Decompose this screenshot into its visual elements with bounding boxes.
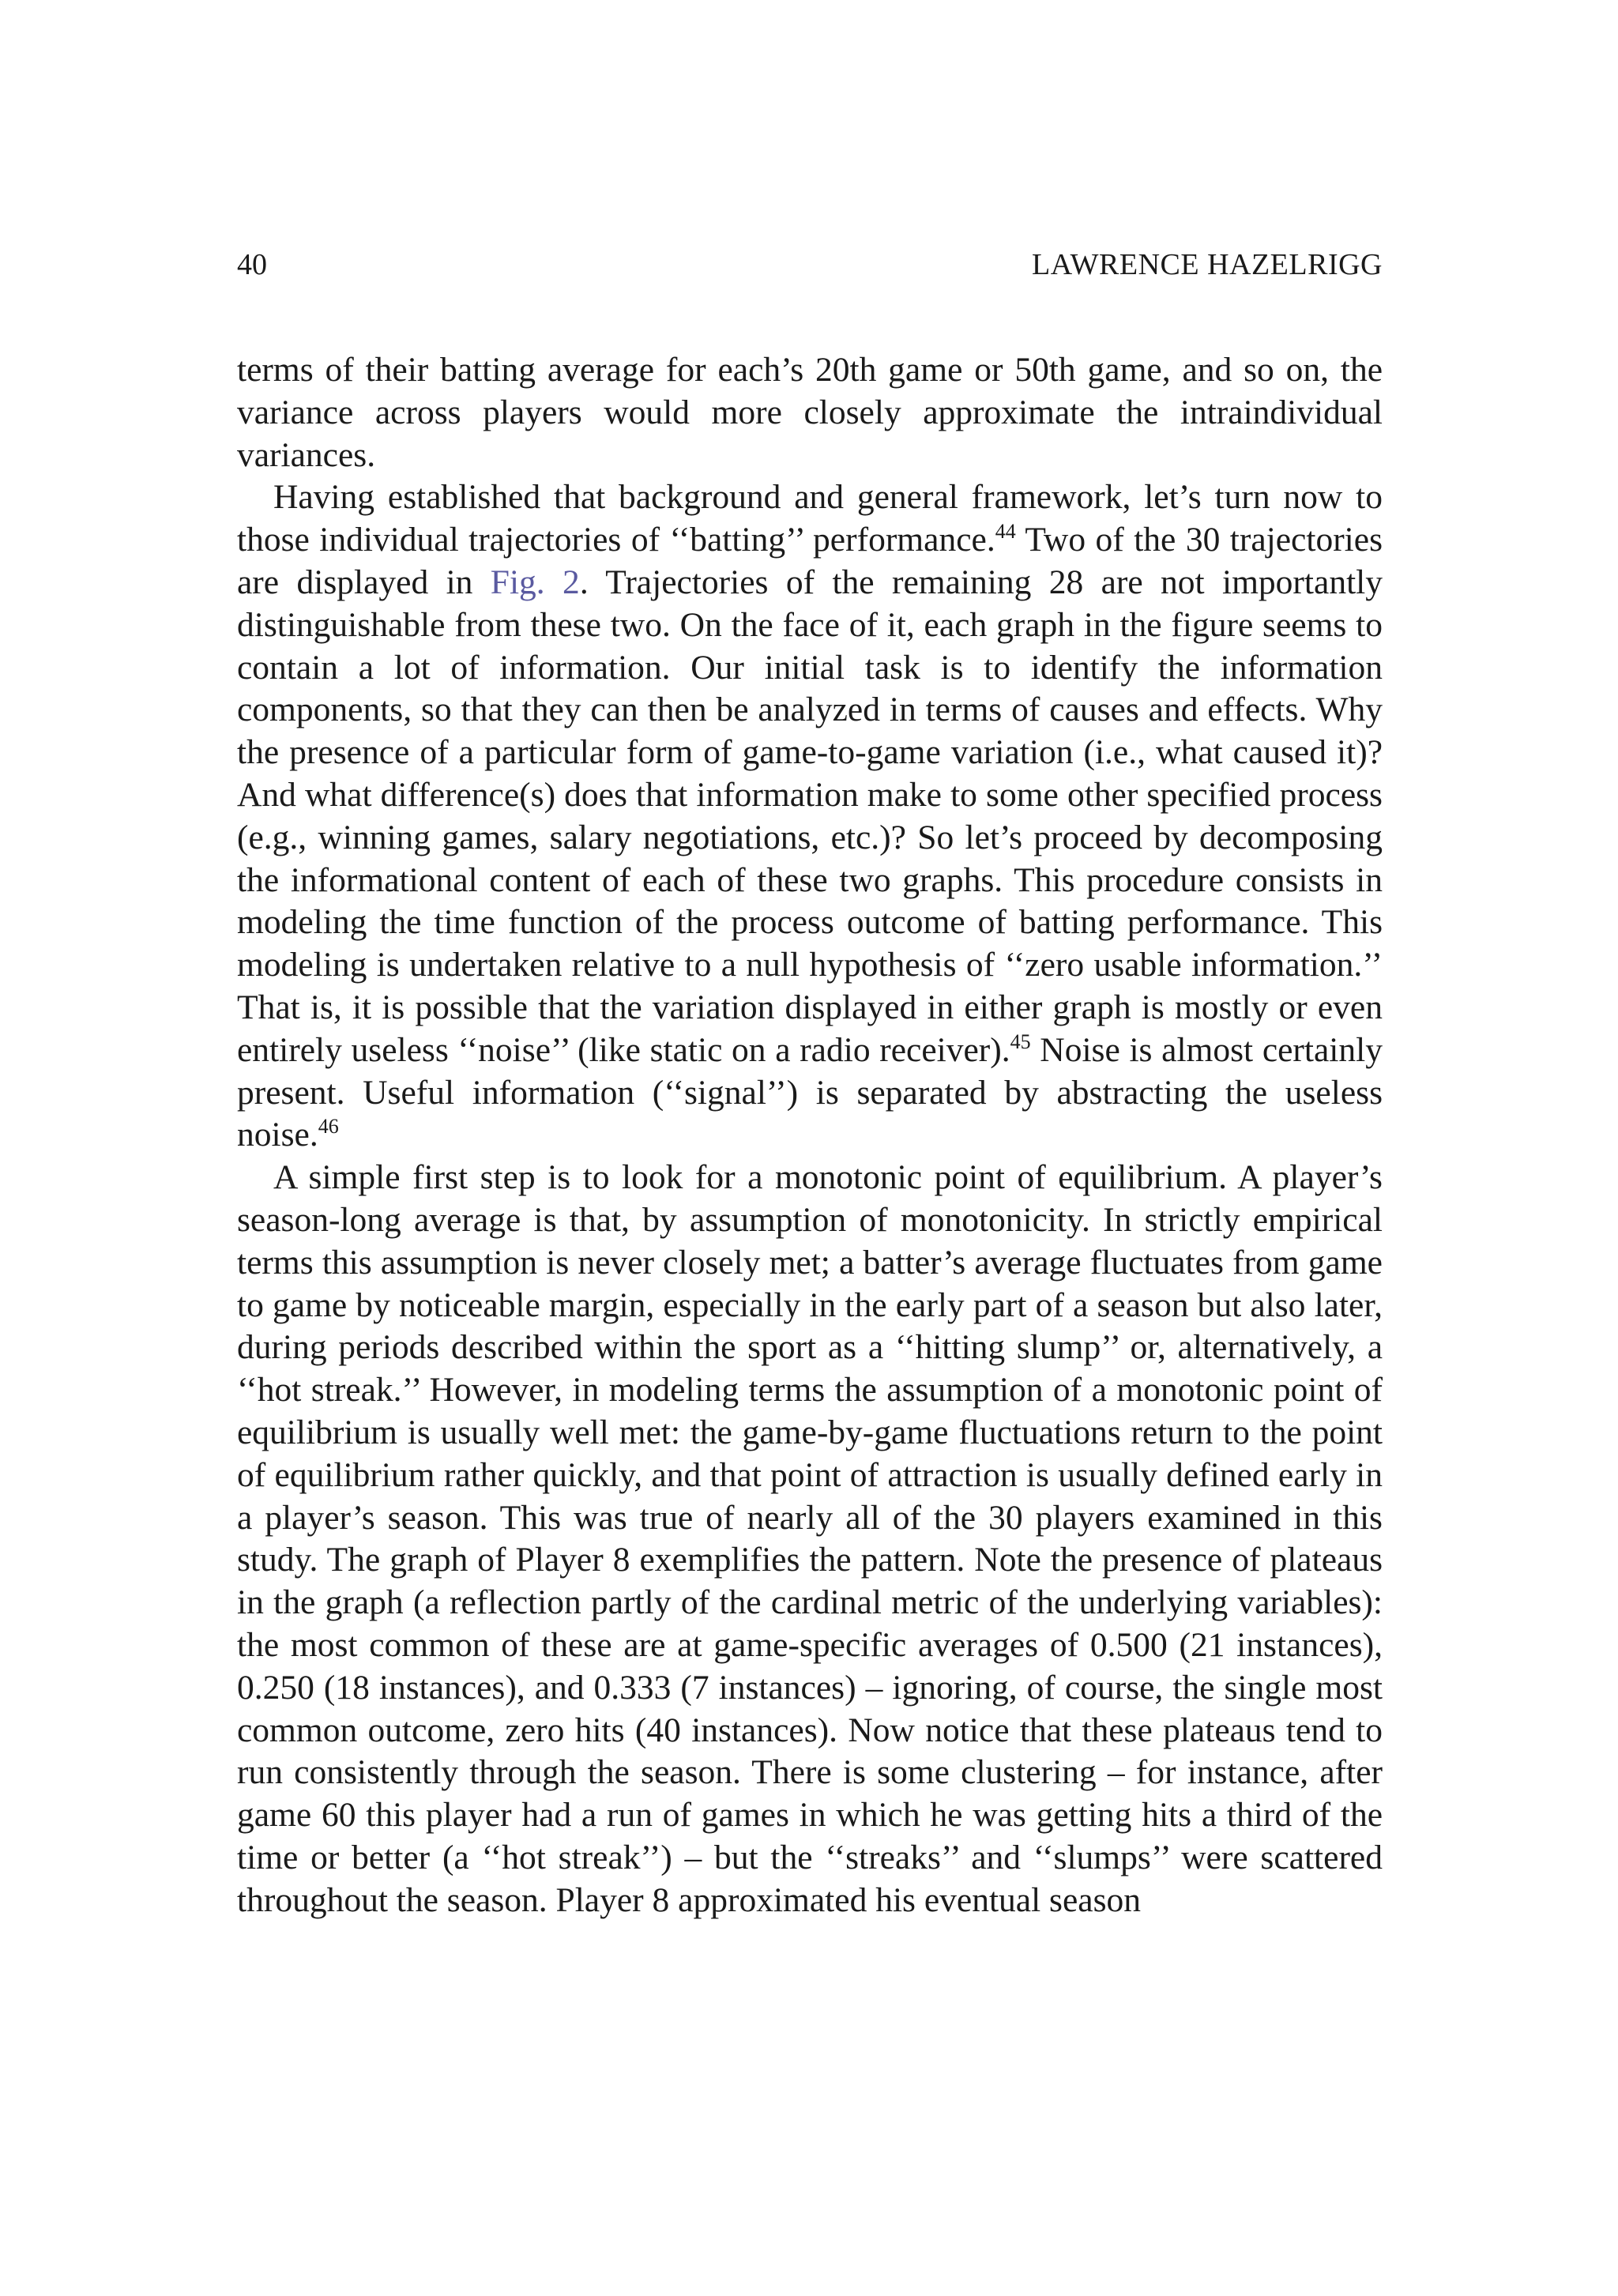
footnote-ref-46[interactable]: 46 xyxy=(318,1115,339,1139)
paragraph-3 xyxy=(237,1157,1383,1921)
paragraph-1-text: terms of their batting average for each’s 20th game or 50th game, and so on, the variance across players would more closely approximate the intraindividual variances. xyxy=(237,351,1383,474)
paragraph-2-text-d: Noise is almost certainly present. Useful information (‘‘signal’’) is separated by abstracting the useless noise. xyxy=(237,1030,1383,1154)
footnote-ref-44[interactable]: 44 xyxy=(995,520,1016,544)
paragraph-2 xyxy=(237,476,1383,1157)
paragraph-2-text-b: Two of the 30 trajectories are displayed in xyxy=(237,521,1383,601)
paragraph-2-text-a: Having established that background and general framework, let’s turn now to those individual trajectories of ‘‘batting’’ performance. xyxy=(237,478,1383,559)
footnote-ref-45[interactable]: 45 xyxy=(1010,1029,1031,1053)
running-header xyxy=(237,245,1383,284)
body-text xyxy=(237,349,1383,1921)
figure-2-link[interactable]: Fig. 2 xyxy=(490,563,580,601)
paragraph-3-text: A simple first step is to look for a monotonic point of equilibrium. A player’s season-long average is that, by assumption of monotonicity. In strictly empirical terms this assumption is never closely met; a batter’s average fluctuates from game to game by noticeable margin, especially in the early part of a season but also later, during periods described within the sport as a ‘‘hitting slump’’ or, alternatively, a ‘‘hot streak.’’ However, in modeling terms the assumption of a monotonic point of equilibrium is usually well met: the game-by-game fluctuations return to the point of equilibrium rather quickly, and that point of attraction is usually defined early in a player’s season. This was true of nearly all of the 30 players examined in this study. The graph of Player 8 exemplifies the pattern. Note the presence of plateaus in the graph (a reflection partly of the cardinal metric of the underlying variables): the most common of these are at game-specific averages of 0.500 (21 instances), 0.250 (18 instances), and 0.333 (7 instances) – ignoring, of course, the single most common outcome, zero hits (40 instances). Now notice that these plateaus tend to run consistently through the season. There is some clustering – for instance, after game 60 this player had a run of games in which he was getting hits a third of the time or better (a ‘‘hot streak’’) – but the ‘‘streaks’’ and ‘‘slumps’’ were scattered throughout the season. Player 8 approximated his eventual season xyxy=(237,1158,1383,1919)
page-number: 40 xyxy=(237,248,267,281)
paragraph-1 xyxy=(237,349,1383,476)
paragraph-2-text-c: . Trajectories of the remaining 28 are not importantly distinguishable from these two. On the face of it, each graph in the figure seems to contain a lot of information. Our initial task is to identify the information components, so that they can then be analyzed in terms of causes and effects. Why the presence of a particular form of game-to-game variation (i.e., what caused it)? And what difference(s) does that information make to some other specified process (e.g., winning games, salary negotiations, etc.)? So let’s proceed by decomposing the informational content of each of these two graphs. This procedure consists in modeling the time function of the process outcome of batting performance. This modeling is undertaken relative to a null hypothesis of ‘‘zero usable information.’’ That is, it is possible that the variation displayed in either graph is mostly or even entirely useless ‘‘noise’’ (like static on a radio receiver). xyxy=(237,563,1383,1069)
running-head-author: LAWRENCE HAZELRIGG xyxy=(1032,248,1383,281)
